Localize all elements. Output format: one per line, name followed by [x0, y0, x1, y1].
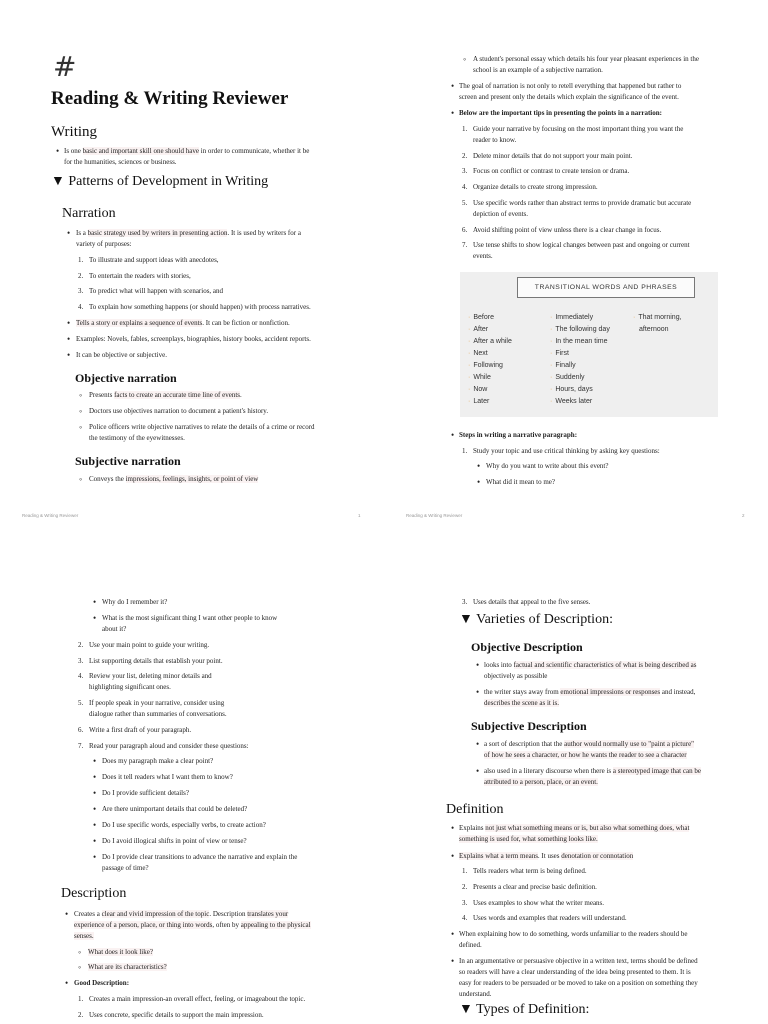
list-number: 6. [462, 226, 468, 234]
purpose-item: To explain how something happens (or should happen) with process narratives. [89, 303, 311, 311]
transitional-word: · Now [468, 386, 488, 393]
list-number: 1. [78, 995, 84, 1003]
bullet-icon: • [93, 820, 97, 830]
objective-description-bullet-line2: objectively as possible [484, 672, 548, 680]
review-question: Does it tell readers what I want them to know? [102, 773, 233, 781]
list-number: 1. [462, 447, 468, 455]
varieties-heading[interactable]: ▼ Varieties of Description: [459, 612, 613, 627]
step-item: Use your main point to guide your writing. [89, 641, 210, 649]
objective-description-bullet: the writer stays away from emotional impressions or responses and instead, [484, 688, 696, 696]
purpose-item: To predict what will happen with scenarios, and [89, 287, 224, 295]
step-item-line2: dialogue rather than summaries of conversations. [89, 710, 227, 718]
good-description-heading: Good Description: [74, 979, 130, 987]
list-number: 5. [78, 699, 84, 707]
transitional-words-title: TRANSITIONAL WORDS AND PHRASES [517, 277, 695, 298]
transitional-word: · After a while [468, 338, 512, 345]
title-icon: # [53, 50, 77, 83]
objective-narration-heading: Objective narration [75, 371, 177, 385]
page-number: 1 [358, 513, 361, 518]
narration-examples: Examples: Novels, fables, screenplays, biographies, history books, accident reports. [76, 335, 311, 343]
review-question-line2: passage of time? [102, 864, 149, 872]
transitional-word: · In the mean time [550, 338, 608, 345]
bullet-icon: • [65, 909, 69, 919]
purpose-item: To entertain the readers with stories, [89, 272, 191, 280]
objective-description-heading: Objective Description [471, 640, 583, 654]
list-number: 4. [78, 303, 84, 311]
definition-bullet: When explaining how to do something, words unfamiliar to the readers should be [459, 930, 688, 938]
list-number: 3. [462, 598, 468, 606]
bullet-icon: • [67, 228, 71, 238]
list-number: 2. [78, 1011, 84, 1019]
tip-item-line2: reader to know. [473, 136, 517, 144]
description-question: What are its characteristics? [88, 963, 167, 971]
narration-bullet: It can be objective or subjective. [76, 351, 167, 359]
circle-bullet-icon: ◦ [78, 962, 82, 972]
description-paragraph-line2: experience of a person, place, or thing into words, often by appealing to the physical [74, 921, 311, 929]
narration-goal-line2: screen and present only the details which explain the significance of the event. [459, 93, 679, 101]
essay-example-line2: school is an example of a subjective narration. [473, 66, 603, 74]
definition-bullet-line2: something is used for, what something looks like. [459, 835, 598, 843]
transitional-column-3 [633, 312, 682, 336]
bullet-icon: • [477, 461, 481, 471]
bullet-icon: • [476, 766, 480, 776]
circle-bullet-icon: ◦ [79, 474, 83, 484]
definition-item: Uses examples to show what the writer means. [473, 899, 605, 907]
bullet-icon: • [93, 852, 97, 862]
key-question: What did it mean to me? [486, 478, 556, 486]
objective-description-bullet: looks into factual and scientific characteristics of what is being described as [484, 661, 697, 669]
key-question: What is the most significant thing I want other people to know [102, 614, 278, 622]
transitional-word: · Suddenly [550, 374, 585, 381]
list-number: 2. [462, 883, 468, 891]
list-number: 5. [462, 199, 468, 207]
bullet-icon: • [93, 597, 97, 607]
objective-bullet: Police officers write objective narratives to relate the details of a crime or record [89, 423, 315, 431]
narration-heading: Narration [62, 206, 116, 221]
narration-bullet: Tells a story or explains a sequence of events. It can be fiction or nonfiction. [76, 319, 290, 327]
circle-bullet-icon: ◦ [78, 947, 82, 957]
list-number: 7. [462, 241, 468, 249]
bullet-icon: • [451, 108, 455, 118]
narration-definition: Is a basic strategy used by writers in presenting action. It is used by writers for a [76, 229, 301, 237]
tip-item-line2: depiction of events. [473, 210, 529, 218]
review-question: Do I use specific words, especially verbs, to create action? [102, 821, 266, 829]
tip-item: Delete minor details that do not support your main point. [473, 152, 633, 160]
step-item: Read your paragraph aloud and consider these questions: [89, 742, 249, 750]
bullet-icon: • [451, 851, 455, 861]
tip-item: Organize details to create strong impression. [473, 183, 598, 191]
tip-item: Guide your narrative by focusing on the most important thing you want the [473, 125, 684, 133]
bullet-icon: • [65, 978, 69, 988]
circle-bullet-icon: ◦ [79, 390, 83, 400]
bullet-icon: • [477, 477, 481, 487]
good-description-item: Uses concrete, specific details to support the main impression. [89, 1011, 264, 1019]
bullet-icon: • [451, 430, 455, 440]
objective-bullet: Doctors use objectives narration to document a patient's history. [89, 407, 269, 415]
list-number: 2. [78, 641, 84, 649]
list-number: 4. [462, 183, 468, 191]
list-number: 2. [462, 152, 468, 160]
transitional-word: · Immediately [550, 314, 594, 321]
essay-example: A student's personal essay which details his four year pleasant experiences in the [473, 55, 699, 63]
subjective-narration-heading: Subjective narration [75, 454, 181, 468]
key-question: Why do I remember it? [102, 598, 168, 606]
tips-heading: Below are the important tips in presenting the points in a narration: [459, 109, 662, 117]
step-item: Write a first draft of your paragraph. [89, 726, 192, 734]
step-item: Study your topic and use critical thinking by asking key questions: [473, 447, 660, 455]
definition-item: Tells readers what term is being defined. [473, 867, 587, 875]
definition-bullet-line2: defined. [459, 941, 482, 949]
patterns-heading[interactable]: ▼ Patterns of Development in Writing [51, 174, 269, 189]
writing-heading: Writing [51, 124, 98, 140]
list-number: 6. [78, 726, 84, 734]
narration-definition-line2: variety of purposes: [76, 240, 132, 248]
review-question: Are there unimportant details that could be deleted? [102, 805, 248, 813]
list-number: 3. [78, 287, 84, 295]
bullet-icon: • [93, 772, 97, 782]
definition-item: Presents a clear and precise basic definition. [473, 883, 597, 891]
description-question: What does it look like? [88, 948, 153, 956]
bullet-icon: • [476, 739, 480, 749]
subjective-bullet: Conveys the impressions, feelings, insights, or point of view [89, 475, 259, 483]
step-item: If people speak in your narrative, consider using [89, 699, 225, 707]
subjective-description-heading: Subjective Description [471, 719, 587, 733]
bullet-icon: • [451, 81, 455, 91]
list-number: 4. [78, 672, 84, 680]
bullet-icon: • [451, 956, 455, 966]
description-heading: Description [61, 886, 127, 901]
bullet-icon: • [451, 823, 455, 833]
subjective-description-bullet: also used in a literary discourse when there is a stereotyped image that can be [484, 767, 701, 775]
definition-bullet: Explains what a term means. It uses denotation or connotation [459, 852, 634, 860]
page-footer-label: Reading & Writing Reviewer [22, 513, 79, 518]
transitional-word: · Weeks later [550, 398, 593, 405]
transitional-word: · While [468, 374, 491, 381]
transitional-word: · First [550, 350, 569, 357]
transitional-word: · That morning, [633, 314, 682, 321]
review-question: Do I avoid illogical shifts in point of view or tense? [102, 837, 247, 845]
definition-bullet-line4: understand. [459, 990, 492, 998]
bullet-icon: • [476, 660, 480, 670]
transitional-word: · Following [468, 362, 503, 369]
bullet-icon: • [93, 788, 97, 798]
review-question: Do I provide clear transitions to advance the narrative and explain the [102, 853, 298, 861]
tip-item: Focus on conflict or contrast to create tension or drama. [473, 167, 630, 175]
page-footer-label: Reading & Writing Reviewer [406, 513, 463, 518]
bullet-icon: • [56, 146, 60, 156]
document-title: Reading & Writing Reviewer [51, 88, 289, 109]
circle-bullet-icon: ◦ [463, 54, 467, 64]
transitional-word: afternoon [639, 326, 669, 333]
subjective-description-bullet: a sort of description that the author would normally use to "paint a picture" [484, 740, 695, 748]
list-number: 1. [78, 256, 84, 264]
review-question: Does my paragraph make a clear point? [102, 757, 214, 765]
bullet-icon: • [93, 804, 97, 814]
transitional-column-2 [550, 312, 610, 408]
list-number: 7. [78, 742, 84, 750]
definition-bullet: Explains not just what something means or is, but also what something does, what [459, 824, 690, 832]
bullet-icon: • [93, 613, 97, 623]
bullet-icon: • [451, 929, 455, 939]
tip-item: Use specific words rather than abstract terms to provide dramatic but accurate [473, 199, 692, 207]
circle-bullet-icon: ◦ [79, 406, 83, 416]
list-number: 3. [462, 899, 468, 907]
types-of-definition-heading[interactable]: ▼ Types of Definition: [459, 1002, 590, 1017]
key-question-line2: about it? [102, 625, 127, 633]
writing-paragraph-line2: for the humanities, sciences or business. [64, 158, 177, 166]
definition-heading: Definition [446, 802, 504, 817]
good-description-item: Creates a main impression-an overall effect, feeling, or imageabout the topic. [89, 995, 306, 1003]
list-number: 3. [462, 167, 468, 175]
list-number: 3. [78, 657, 84, 665]
tip-item: Avoid shifting point of view unless there is a clear change in focus. [473, 226, 662, 234]
list-number: 1. [462, 125, 468, 133]
good-description-item: Uses details that appeal to the five senses. [473, 598, 591, 606]
definition-bullet-line3: easy for readers to be persuaded or be moved to take on a position on something they [459, 979, 698, 987]
transitional-word: · Finally [550, 362, 576, 369]
bullet-icon: • [476, 687, 480, 697]
objective-description-bullet-line2: describes the scene as it is. [484, 699, 560, 707]
transitional-word: · Next [468, 350, 488, 357]
bullet-icon: • [93, 756, 97, 766]
subjective-description-bullet-line2: of how he sees a character, or how he wants the reader to see a character [484, 751, 687, 759]
step-item: Review your list, deleting minor details and [89, 672, 212, 680]
step-item: List supporting details that establish your point. [89, 657, 223, 665]
narration-goal: The goal of narration is not only to retell everything that happened but rather to [459, 82, 682, 90]
transitional-word: · Hours, days [550, 386, 593, 393]
review-question: Do I provide sufficient details? [102, 789, 189, 797]
subjective-description-bullet-line2: attributed to a person, place, or an event. [484, 778, 598, 786]
bullet-icon: • [93, 836, 97, 846]
transitional-word: · After [468, 326, 489, 333]
objective-bullet: Presents facts to create an accurate time line of events. [89, 391, 242, 399]
tip-item-line2: events. [473, 252, 493, 260]
bullet-icon: • [67, 350, 71, 360]
list-number: 4. [462, 914, 468, 922]
steps-heading: Steps in writing a narrative paragraph: [459, 431, 578, 439]
tip-item: Use tense shifts to show logical changes between past and ongoing or current [473, 241, 690, 249]
transitional-word: · Before [468, 314, 494, 321]
definition-bullet: In an argumentative or persuasive objective in a written text, terms should be defined [459, 957, 698, 965]
bullet-icon: • [67, 318, 71, 328]
description-paragraph-line3: senses. [74, 932, 94, 940]
transitional-word: · Later [468, 398, 490, 405]
transitional-column-1 [468, 312, 512, 408]
purpose-item: To illustrate and support ideas with anecdotes, [89, 256, 219, 264]
key-question: Why do you want to write about this event? [486, 462, 609, 470]
definition-item: Uses words and examples that readers will understand. [473, 914, 627, 922]
circle-bullet-icon: ◦ [79, 422, 83, 432]
page-number: 2 [742, 513, 745, 518]
transitional-word: · The following day [550, 326, 610, 333]
description-paragraph: Creates a clear and vivid impression of the topic. Description translates your [74, 910, 289, 918]
objective-bullet-line2: the testimony of the eyewitnesses. [89, 434, 185, 442]
bullet-icon: • [67, 334, 71, 344]
definition-bullet-line2: so readers will have a clear understanding of the idea being presented to them. It is [459, 968, 691, 976]
step-item-line2: highlighting significant ones. [89, 683, 171, 691]
list-number: 1. [462, 867, 468, 875]
list-number: 2. [78, 272, 84, 280]
writing-paragraph: Is one basic and important skill one should have in order to communicate, whether it be [64, 147, 310, 155]
